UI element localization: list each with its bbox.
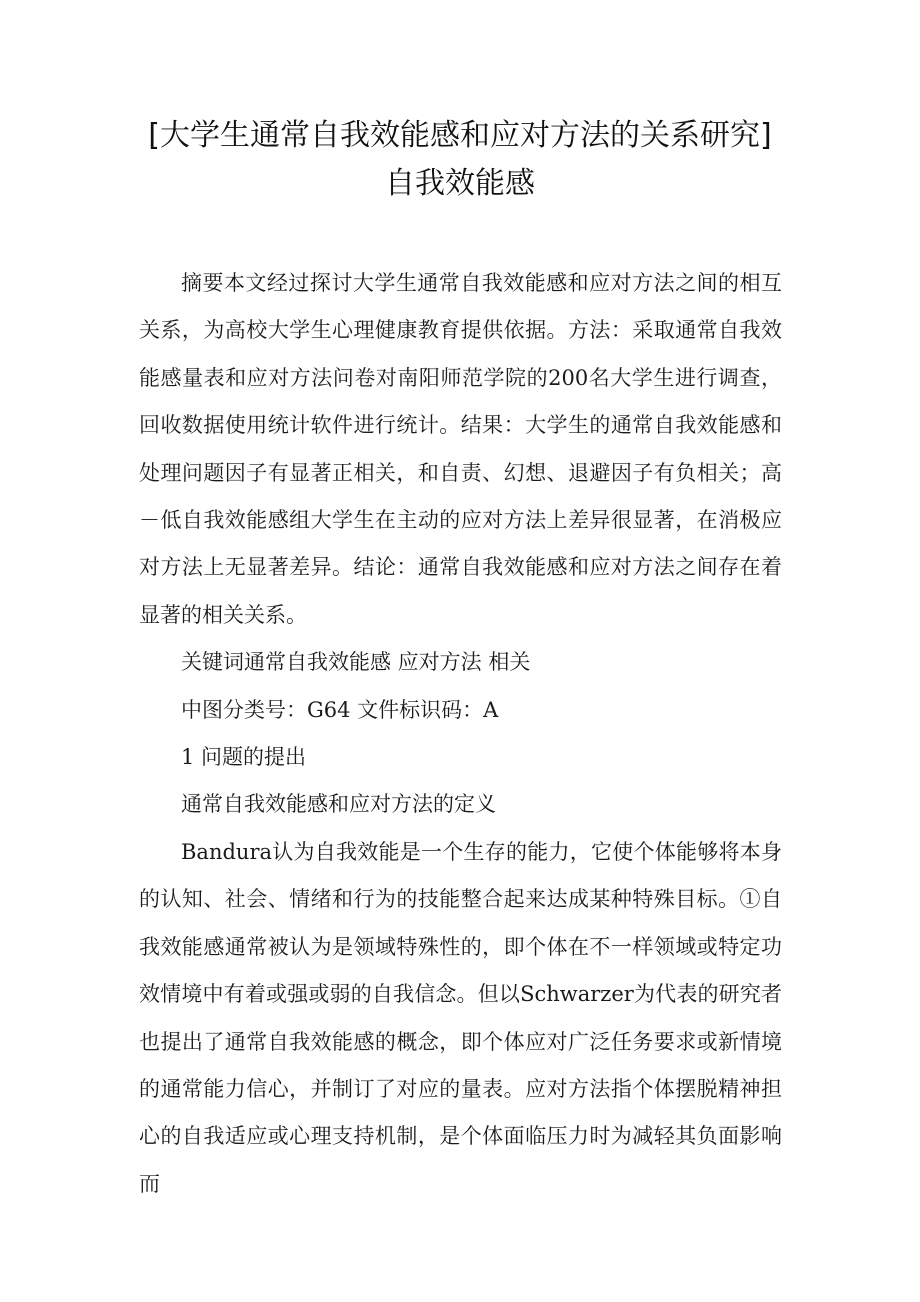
document-body [139,260,782,1208]
document-title: [大学生通常自我效能感和应对方法的关系研究] 自我效能感 [148,118,772,201]
keywords-line: 关键词通常自我效能感 应对方法 相关 [181,650,531,675]
abstract-paragraph: 摘要本文经过探讨大学生通常自我效能感和应对方法之间的相互关系，为高校大学生心理健康教育提供依据。方法：采取通常自我效能感量表和应对方法问卷对南阳师范学院的200名大学生进行调查，回收数据使用统计软件进行统计。结果：大学生的通常自我效能感和处理问题因子有显著正相关，和自责、幻想、退避因子有负相关；高－低自我效能感组大学生在主动的应对方法上差异很显著，在消极应对方法上无显著差异。结论：通常自我效能感和应对方法之间存在着显著的相关关系。 [139,271,782,627]
section-heading: 1 问题的提出 [181,745,307,770]
classification-line: 中图分类号：G64 文件标识码：A [181,697,499,722]
body-paragraph: Bandura认为自我效能是一个生存的能力，它使个体能够将本身的认知、社会、情绪和行为的技能整合起来达成某种特殊目标。①自我效能感通常被认为是领域特殊性的，即个体在不一样领域或特定功效情境中有着或强或弱的自我信念。但以Schwarzer为代表的研究者也提出了通常自我效能感的概念，即个体应对广泛任务要求或新情境的通常能力信心，并制订了对应的量表。应对方法指个体摆脱精神担心的自我适应或心理支持机制，是个体面临压力时为减轻其负面影响而 [139,839,782,1196]
subsection-heading: 通常自我效能感和应对方法的定义 [181,792,496,817]
